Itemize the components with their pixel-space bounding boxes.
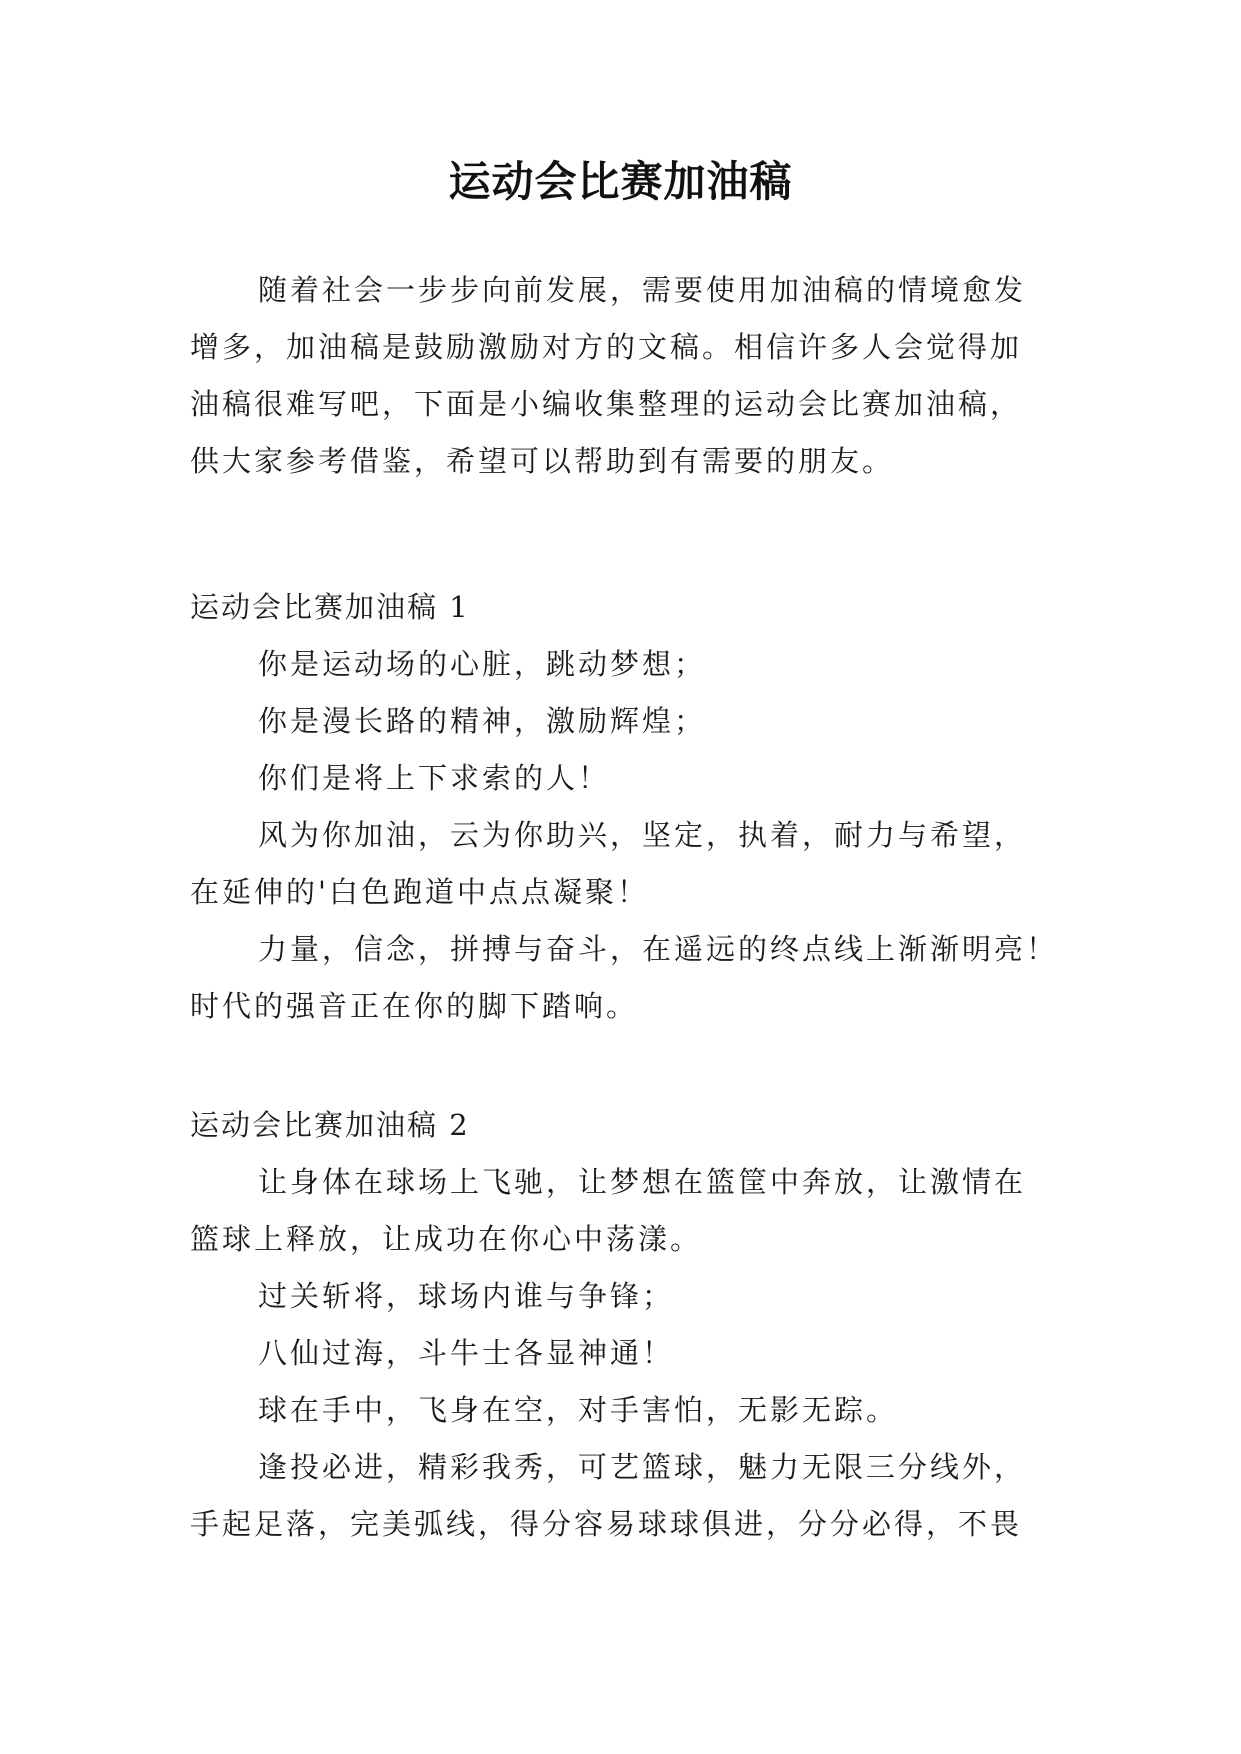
intro-paragraph <box>190 262 1070 490</box>
section-2-line: 过关斩将，球场内谁与争锋； <box>258 1279 675 1313</box>
section-1-heading: 运动会比赛加油稿 1 <box>190 590 470 624</box>
section-1-line: 力量，信念，拼搏与奋斗，在遥远的终点线上渐渐明亮！ <box>258 932 1059 966</box>
section-2-line: 手起足落，完美弧线，得分容易球球俱进，分分必得，不畏 <box>190 1507 1023 1541</box>
section-2-line: 八仙过海，斗牛士各显神通！ <box>258 1336 675 1370</box>
intro-line: 油稿很难写吧，下面是小编收集整理的运动会比赛加油稿， <box>190 387 1023 421</box>
section-1-line: 风为你加油，云为你助兴，坚定，执着，耐力与希望， <box>258 818 1027 852</box>
section-1-line: 你是运动场的心脏，跳动梦想； <box>258 647 707 681</box>
section-2-heading: 运动会比赛加油稿 2 <box>190 1108 470 1142</box>
section-1-line: 你们是将上下求索的人！ <box>258 761 611 795</box>
section-2-line: 篮球上释放，让成功在你心中荡漾。 <box>190 1222 703 1256</box>
section-2-line: 让身体在球场上飞驰，让梦想在篮筐中奔放，让激情在 <box>258 1165 1027 1199</box>
intro-line: 增多，加油稿是鼓励激励对方的文稿。相信许多人会觉得加 <box>190 330 1023 364</box>
section-2-line: 逢投必进，精彩我秀，可艺篮球，魅力无限三分线外， <box>258 1450 1027 1484</box>
section-2-line: 球在手中，飞身在空，对手害怕，无影无踪。 <box>258 1393 899 1427</box>
section-1-line: 在延伸的'白色跑道中点点凝聚！ <box>190 875 649 909</box>
document-title: 运动会比赛加油稿 <box>448 157 793 206</box>
section-2 <box>190 1097 1070 1553</box>
intro-line: 供大家参考借鉴，希望可以帮助到有需要的朋友。 <box>190 444 895 478</box>
section-1-line: 时代的强音正在你的脚下踏响。 <box>190 989 639 1023</box>
intro-line: 随着社会一步步向前发展，需要使用加油稿的情境愈发 <box>258 273 1027 307</box>
section-1-line: 你是漫长路的精神，激励辉煌； <box>258 704 707 738</box>
section-1 <box>190 579 1070 1035</box>
